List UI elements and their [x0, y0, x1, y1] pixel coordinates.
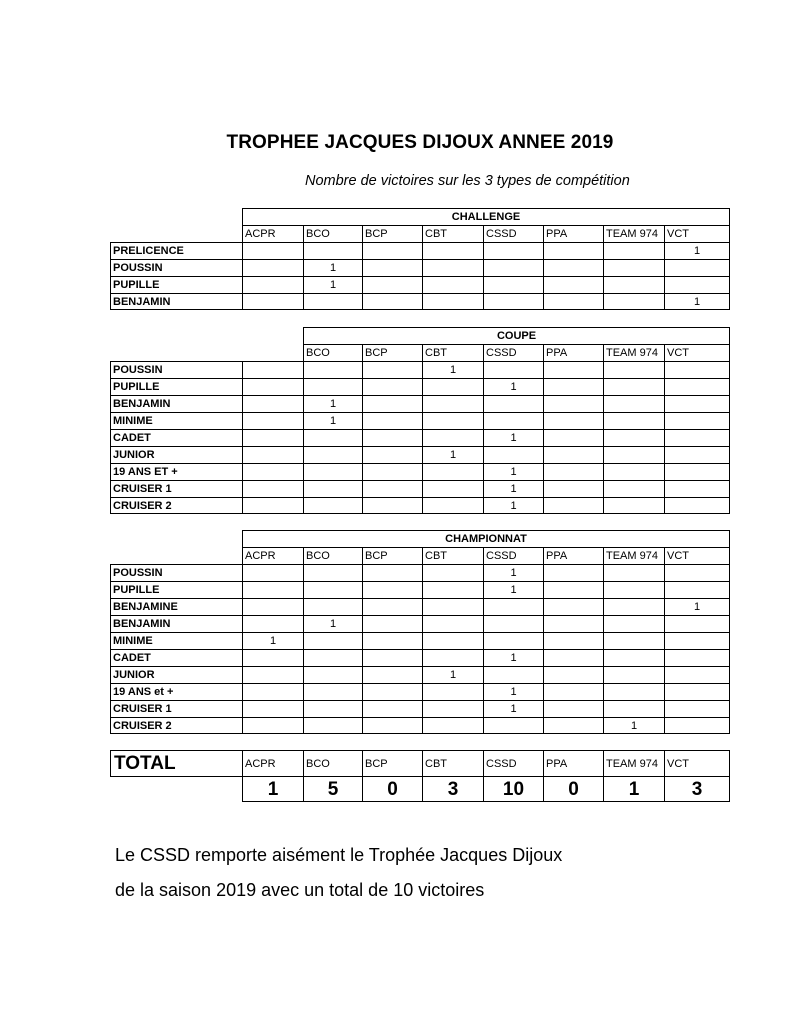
- row-value: [242, 497, 303, 514]
- row-value: [422, 429, 483, 446]
- column-header: VCT: [664, 225, 730, 242]
- row-value: [362, 412, 422, 429]
- row-value: [242, 717, 303, 734]
- row-value: [362, 615, 422, 632]
- row-value: [543, 429, 603, 446]
- total-value: 0: [543, 776, 603, 802]
- table-row: [110, 581, 730, 598]
- total-column-header: CSSD: [483, 750, 543, 776]
- table-row: [110, 412, 730, 429]
- row-value: [603, 700, 664, 717]
- row-value: [242, 378, 303, 395]
- row-value: [483, 242, 543, 259]
- row-value: [664, 446, 730, 463]
- row-value: [422, 598, 483, 615]
- table-row: [110, 276, 730, 293]
- row-label: MINIME: [110, 412, 242, 429]
- row-label: POUSSIN: [110, 361, 242, 378]
- total-column-header: BCO: [303, 750, 362, 776]
- row-value: [603, 480, 664, 497]
- row-value: [422, 463, 483, 480]
- row-value: [303, 378, 362, 395]
- row-value: [543, 497, 603, 514]
- column-header: VCT: [664, 344, 730, 361]
- conclusion-line-2: de la saison 2019 avec un total de 10 victoires: [115, 880, 485, 900]
- row-value: [362, 497, 422, 514]
- table-row: [110, 480, 730, 497]
- row-value: [603, 259, 664, 276]
- row-value: [603, 446, 664, 463]
- row-value: [543, 446, 603, 463]
- row-label: POUSSIN: [110, 564, 242, 581]
- table-row: [110, 463, 730, 480]
- row-value: [603, 564, 664, 581]
- row-value: [362, 683, 422, 700]
- row-label: JUNIOR: [110, 446, 242, 463]
- row-value: 1: [422, 666, 483, 683]
- row-value: [362, 598, 422, 615]
- row-value: [664, 717, 730, 734]
- row-value: [664, 700, 730, 717]
- row-value: [664, 378, 730, 395]
- total-column-header: VCT: [664, 750, 730, 776]
- row-value: [242, 446, 303, 463]
- row-value: [303, 429, 362, 446]
- column-header: ACPR: [242, 547, 303, 564]
- row-value: [543, 615, 603, 632]
- row-value: [603, 683, 664, 700]
- row-value: [242, 564, 303, 581]
- row-value: [603, 361, 664, 378]
- column-header: BCO: [303, 225, 362, 242]
- row-value: 1: [603, 717, 664, 734]
- row-value: [422, 700, 483, 717]
- row-value: [664, 429, 730, 446]
- row-value: [362, 259, 422, 276]
- row-value: 1: [483, 564, 543, 581]
- row-value: [603, 242, 664, 259]
- row-value: [362, 717, 422, 734]
- row-value: [362, 649, 422, 666]
- row-value: [362, 480, 422, 497]
- row-value: [483, 615, 543, 632]
- row-value: [422, 615, 483, 632]
- row-value: [483, 293, 543, 310]
- row-value: [303, 581, 362, 598]
- row-value: [664, 412, 730, 429]
- row-value: [664, 615, 730, 632]
- row-value: [603, 615, 664, 632]
- section-title: CHAMPIONNAT: [242, 530, 730, 547]
- row-value: [303, 717, 362, 734]
- row-value: [242, 581, 303, 598]
- row-value: [362, 666, 422, 683]
- row-value: [242, 242, 303, 259]
- row-value: [422, 395, 483, 412]
- row-value: [422, 649, 483, 666]
- row-value: [664, 632, 730, 649]
- row-value: [603, 581, 664, 598]
- row-label: MINIME: [110, 632, 242, 649]
- row-value: [603, 293, 664, 310]
- row-value: 1: [483, 429, 543, 446]
- row-value: [303, 497, 362, 514]
- section-title: CHALLENGE: [242, 208, 730, 225]
- column-header: CBT: [422, 225, 483, 242]
- column-header: CSSD: [483, 344, 543, 361]
- table-row: [110, 717, 730, 734]
- table-row: [110, 564, 730, 581]
- total-value: 0: [362, 776, 422, 802]
- row-value: [242, 683, 303, 700]
- total-column-header: TEAM 974: [603, 750, 664, 776]
- row-value: [664, 564, 730, 581]
- row-value: [422, 242, 483, 259]
- table-row: [110, 361, 730, 378]
- row-value: [362, 700, 422, 717]
- row-value: [543, 463, 603, 480]
- table-row: [110, 242, 730, 259]
- row-value: [603, 276, 664, 293]
- row-value: 1: [483, 581, 543, 598]
- page-title: TROPHEE JACQUES DIJOUX ANNEE 2019: [226, 132, 614, 153]
- row-value: [422, 276, 483, 293]
- row-label: PRELICENCE: [110, 242, 242, 259]
- table-row: [110, 598, 730, 615]
- row-value: [422, 412, 483, 429]
- row-value: 1: [303, 615, 362, 632]
- row-value: [664, 683, 730, 700]
- row-value: [362, 632, 422, 649]
- row-value: [603, 598, 664, 615]
- row-value: [603, 395, 664, 412]
- total-table: [110, 750, 730, 802]
- column-header: ACPR: [242, 225, 303, 242]
- row-value: 1: [483, 497, 543, 514]
- column-header: PPA: [543, 225, 603, 242]
- column-header: BCP: [362, 344, 422, 361]
- row-value: 1: [664, 293, 730, 310]
- row-label: PUPILLE: [110, 581, 242, 598]
- row-label: CRUISER 1: [110, 700, 242, 717]
- row-label: POUSSIN: [110, 259, 242, 276]
- table-row: [110, 259, 730, 276]
- row-value: 1: [242, 632, 303, 649]
- row-value: [422, 497, 483, 514]
- row-value: [303, 242, 362, 259]
- row-value: 1: [303, 395, 362, 412]
- row-value: [303, 700, 362, 717]
- row-value: [242, 666, 303, 683]
- row-value: [362, 361, 422, 378]
- row-value: [242, 276, 303, 293]
- row-value: [543, 717, 603, 734]
- row-value: [422, 581, 483, 598]
- section-table-championnat: [110, 530, 730, 734]
- row-value: [483, 395, 543, 412]
- total-value: 1: [242, 776, 303, 802]
- row-value: [543, 412, 603, 429]
- row-label: 19 ANS ET +: [110, 463, 242, 480]
- row-label: BENJAMIN: [110, 395, 242, 412]
- row-label: PUPILLE: [110, 276, 242, 293]
- row-value: [483, 276, 543, 293]
- row-value: [543, 361, 603, 378]
- row-value: 1: [422, 446, 483, 463]
- row-value: [543, 683, 603, 700]
- row-value: 1: [303, 276, 362, 293]
- row-value: [422, 378, 483, 395]
- row-value: [242, 480, 303, 497]
- conclusion-line-1: Le CSSD remporte aisément le Trophée Jacques Dijoux: [115, 845, 563, 865]
- row-value: [543, 276, 603, 293]
- table-row: [110, 666, 730, 683]
- table-row: [110, 395, 730, 412]
- table-row: [110, 293, 730, 310]
- row-value: [362, 276, 422, 293]
- column-header: PPA: [543, 344, 603, 361]
- row-value: [603, 429, 664, 446]
- table-row: [110, 497, 730, 514]
- section-title: COUPE: [303, 327, 730, 344]
- row-value: [603, 412, 664, 429]
- row-value: [543, 649, 603, 666]
- column-header: VCT: [664, 547, 730, 564]
- total-value: 3: [422, 776, 483, 802]
- table-row: [110, 429, 730, 446]
- row-value: 1: [664, 598, 730, 615]
- row-value: [664, 581, 730, 598]
- row-value: [242, 395, 303, 412]
- row-value: [664, 497, 730, 514]
- row-value: [242, 649, 303, 666]
- row-value: [303, 463, 362, 480]
- total-value: 5: [303, 776, 362, 802]
- row-value: [422, 480, 483, 497]
- row-value: [664, 463, 730, 480]
- total-column-header: BCP: [362, 750, 422, 776]
- row-label: CADET: [110, 429, 242, 446]
- row-value: [543, 395, 603, 412]
- row-value: [303, 649, 362, 666]
- row-label: BENJAMIN: [110, 615, 242, 632]
- row-value: [483, 632, 543, 649]
- row-value: [422, 259, 483, 276]
- row-value: [422, 632, 483, 649]
- row-value: [603, 649, 664, 666]
- row-value: [483, 446, 543, 463]
- row-value: 1: [483, 480, 543, 497]
- row-value: [603, 497, 664, 514]
- total-label: TOTAL: [110, 750, 242, 777]
- row-value: 1: [422, 361, 483, 378]
- row-value: 1: [483, 463, 543, 480]
- row-value: [422, 564, 483, 581]
- row-value: [543, 480, 603, 497]
- column-header: CBT: [422, 344, 483, 361]
- row-value: [543, 242, 603, 259]
- total-column-header: PPA: [543, 750, 603, 776]
- table-row: [110, 446, 730, 463]
- row-label: JUNIOR: [110, 666, 242, 683]
- column-header: TEAM 974: [603, 344, 664, 361]
- row-value: [242, 429, 303, 446]
- row-value: [603, 378, 664, 395]
- row-value: [483, 666, 543, 683]
- row-label: BENJAMIN: [110, 293, 242, 310]
- row-value: [664, 480, 730, 497]
- row-value: 1: [664, 242, 730, 259]
- column-header: BCP: [362, 547, 422, 564]
- total-value: 3: [664, 776, 730, 802]
- table-row: [110, 649, 730, 666]
- row-label: 19 ANS et +: [110, 683, 242, 700]
- row-value: 1: [483, 700, 543, 717]
- row-value: [362, 242, 422, 259]
- row-value: [664, 649, 730, 666]
- row-value: [242, 700, 303, 717]
- row-value: [543, 293, 603, 310]
- table-row: [110, 632, 730, 649]
- row-value: [242, 293, 303, 310]
- row-value: [664, 259, 730, 276]
- row-value: [303, 632, 362, 649]
- total-column-header: CBT: [422, 750, 483, 776]
- row-value: 1: [303, 412, 362, 429]
- row-value: [362, 581, 422, 598]
- row-value: [543, 259, 603, 276]
- table-row: [110, 378, 730, 395]
- column-header: TEAM 974: [603, 225, 664, 242]
- row-value: [483, 598, 543, 615]
- table-row: [110, 700, 730, 717]
- row-label: CRUISER 1: [110, 480, 242, 497]
- row-label: PUPILLE: [110, 378, 242, 395]
- row-value: [242, 259, 303, 276]
- table-row: [110, 615, 730, 632]
- row-value: [303, 598, 362, 615]
- row-value: [603, 666, 664, 683]
- row-value: [664, 276, 730, 293]
- total-value: 10: [483, 776, 543, 802]
- row-value: [543, 700, 603, 717]
- row-value: [362, 446, 422, 463]
- column-header: CSSD: [483, 547, 543, 564]
- row-value: 1: [483, 378, 543, 395]
- row-value: [242, 412, 303, 429]
- row-value: [303, 480, 362, 497]
- row-value: [362, 463, 422, 480]
- row-value: [543, 598, 603, 615]
- row-value: [422, 293, 483, 310]
- column-header: BCO: [303, 547, 362, 564]
- row-value: 1: [483, 649, 543, 666]
- row-value: [603, 632, 664, 649]
- row-value: [543, 378, 603, 395]
- row-value: [543, 564, 603, 581]
- row-value: [543, 632, 603, 649]
- row-value: [362, 564, 422, 581]
- row-value: [422, 717, 483, 734]
- row-value: [664, 395, 730, 412]
- row-value: [303, 361, 362, 378]
- row-label: CRUISER 2: [110, 497, 242, 514]
- row-value: [362, 395, 422, 412]
- row-value: [242, 361, 303, 378]
- row-value: [242, 598, 303, 615]
- row-value: [483, 361, 543, 378]
- row-value: [362, 429, 422, 446]
- column-header: BCO: [303, 344, 362, 361]
- table-row: [110, 683, 730, 700]
- row-value: [483, 259, 543, 276]
- row-value: 1: [483, 683, 543, 700]
- column-header: PPA: [543, 547, 603, 564]
- row-value: [303, 666, 362, 683]
- row-value: [362, 378, 422, 395]
- column-header: BCP: [362, 225, 422, 242]
- row-label: BENJAMINE: [110, 598, 242, 615]
- row-value: [543, 666, 603, 683]
- row-value: [303, 683, 362, 700]
- total-column-header: ACPR: [242, 750, 303, 776]
- row-value: [303, 293, 362, 310]
- row-value: [664, 666, 730, 683]
- row-value: [483, 412, 543, 429]
- row-label: CRUISER 2: [110, 717, 242, 734]
- row-value: [543, 581, 603, 598]
- row-value: [303, 446, 362, 463]
- row-value: [664, 361, 730, 378]
- column-header: CSSD: [483, 225, 543, 242]
- row-value: 1: [303, 259, 362, 276]
- row-label: CADET: [110, 649, 242, 666]
- page-subtitle: Nombre de victoires sur les 3 types de compétition: [305, 173, 630, 189]
- column-header: CBT: [422, 547, 483, 564]
- section-table-coupe: [110, 327, 730, 514]
- row-value: [422, 683, 483, 700]
- total-value: 1: [603, 776, 664, 802]
- column-header: TEAM 974: [603, 547, 664, 564]
- section-table-challenge: [110, 208, 730, 310]
- row-value: [303, 564, 362, 581]
- row-value: [483, 717, 543, 734]
- row-value: [603, 463, 664, 480]
- row-value: [242, 463, 303, 480]
- row-value: [242, 615, 303, 632]
- row-value: [362, 293, 422, 310]
